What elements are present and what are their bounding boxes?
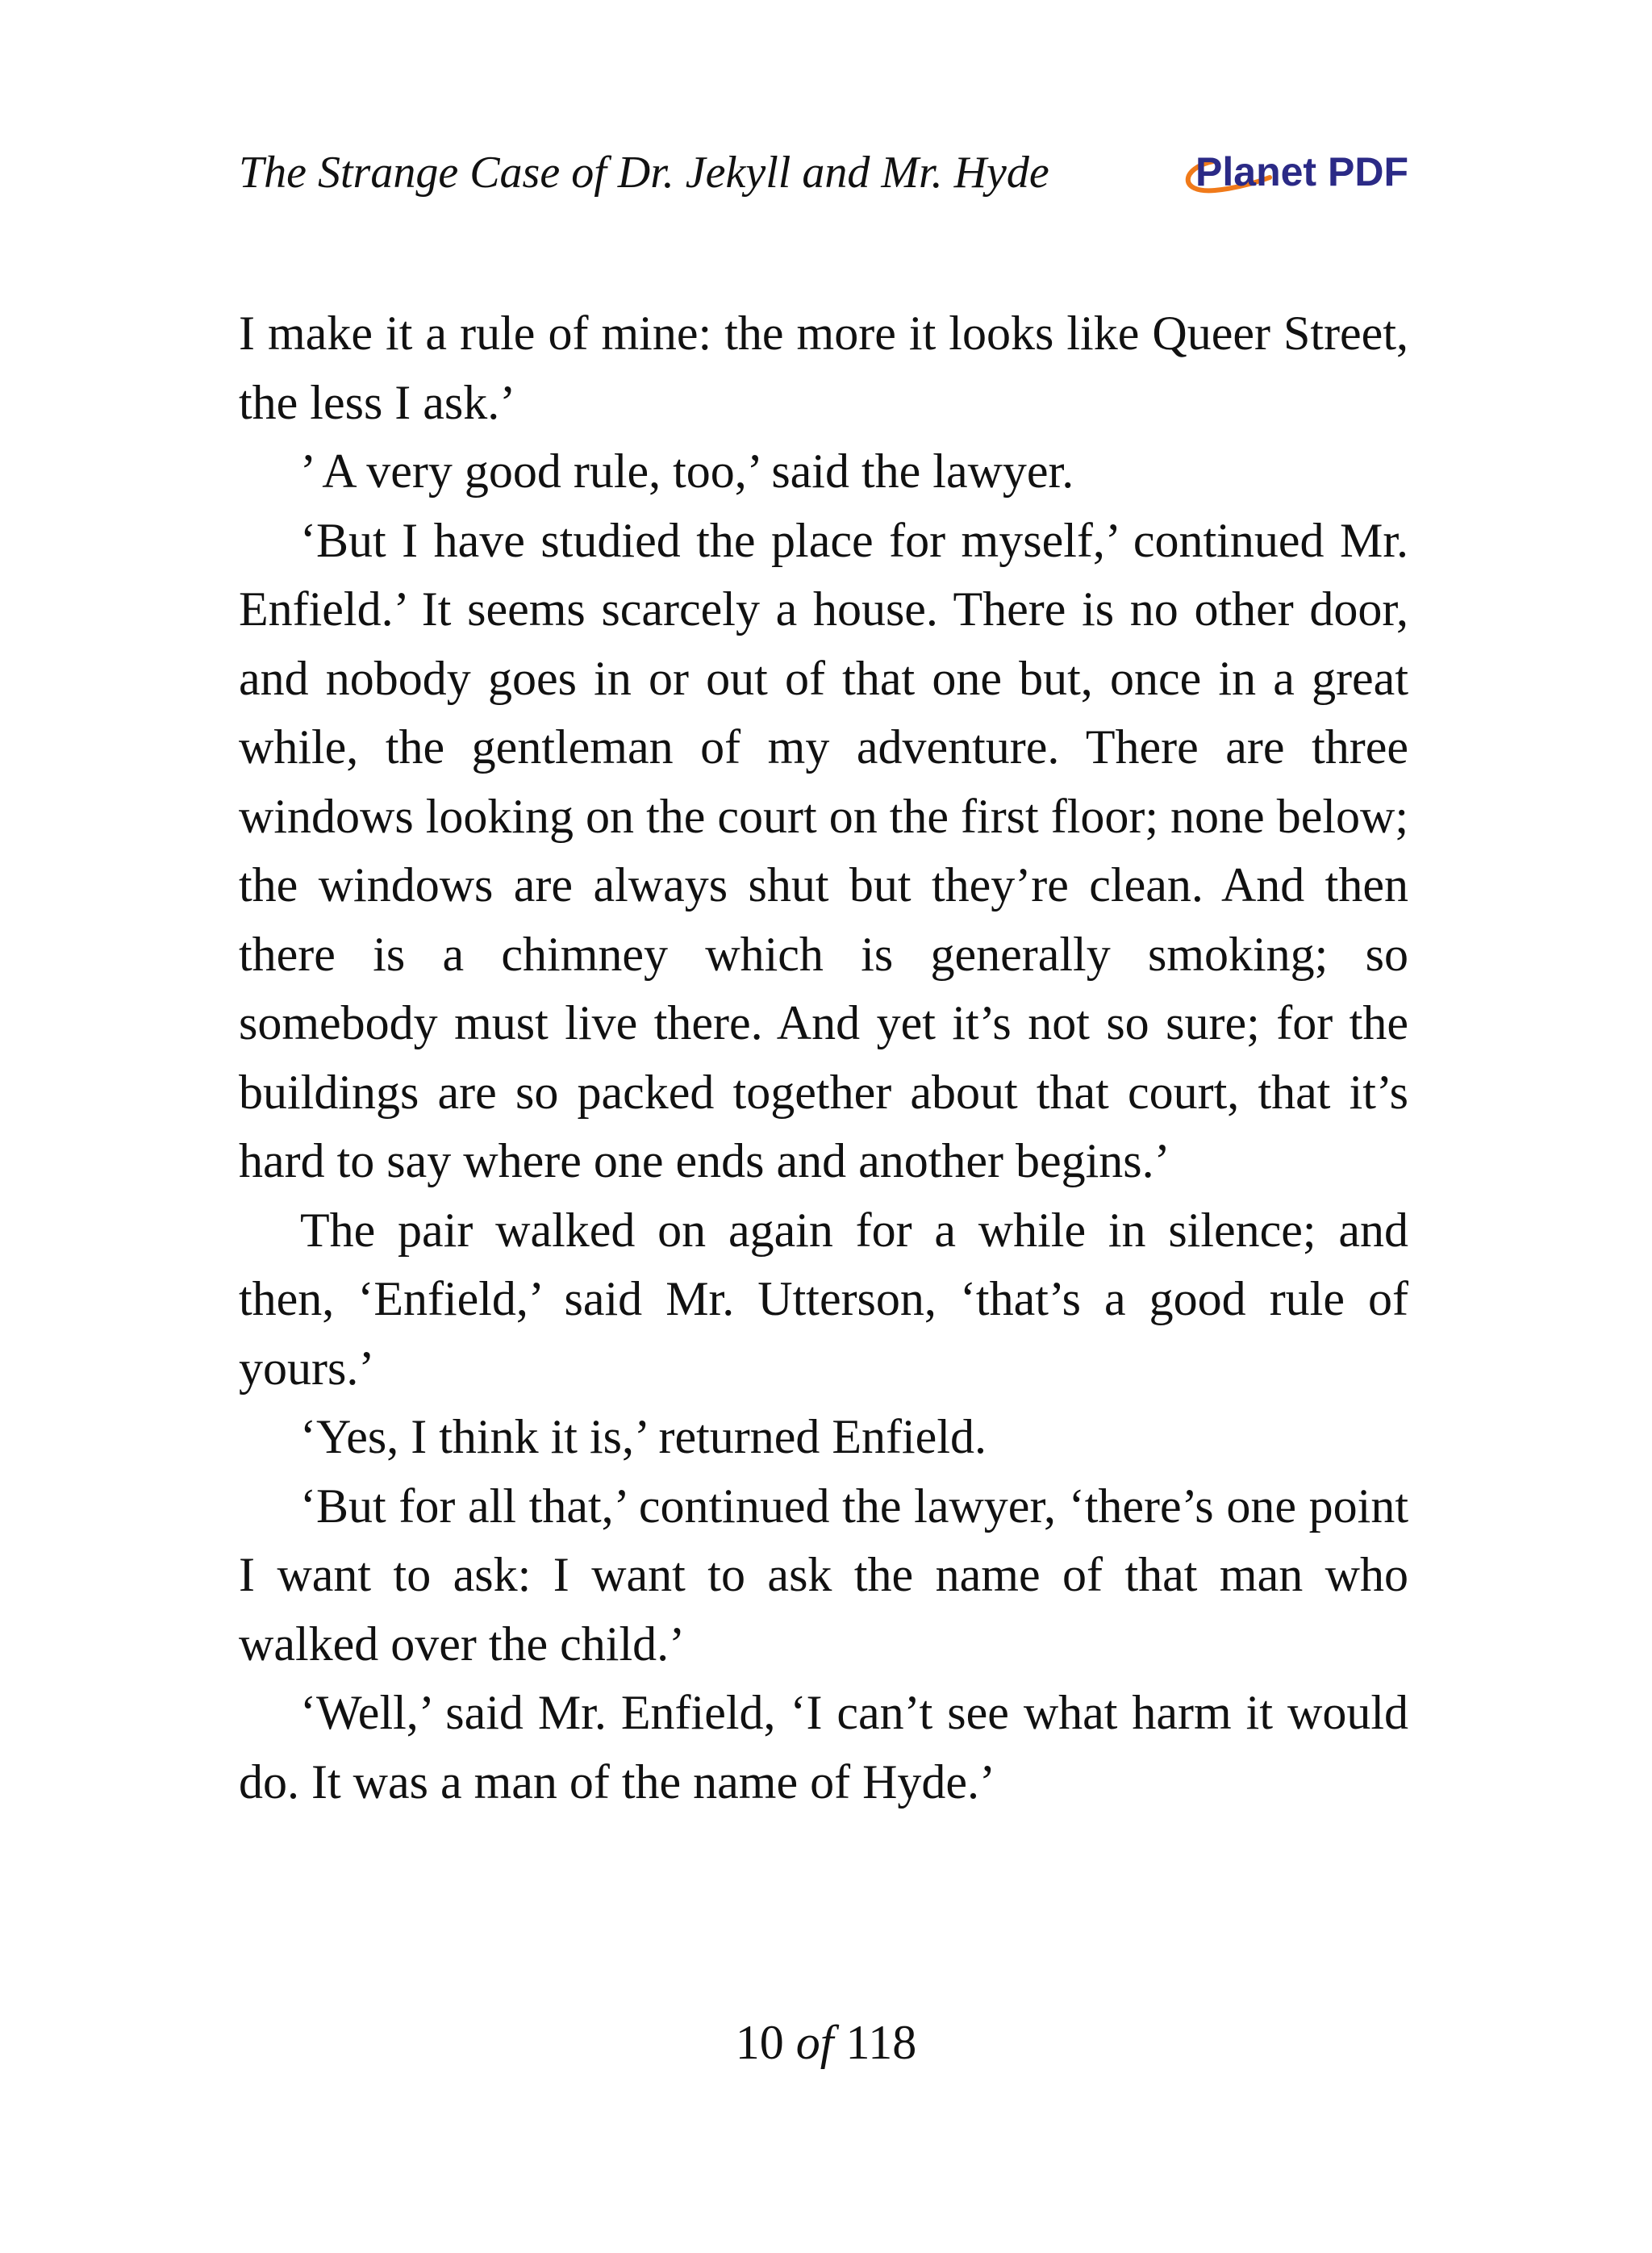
body-text — [239, 299, 1408, 1817]
logo-wordmark — [1195, 149, 1408, 194]
paragraph: ‘But for all that,’ continued the lawyer, ‘there’s one point I want to ask: I want to ask the name of that man who walked over the child.’ — [239, 1479, 1408, 1671]
page-of: of — [795, 2016, 834, 2069]
logo-word-planet: Planet — [1195, 149, 1317, 194]
paragraph: ‘But I have studied the place for myself,’ continued Mr. Enfield.’ It seems scarcely a house. There is no other door, and nobody goes in or out of that one but, once in a great while, the gentleman of my adventure. There are three windows looking on the court on the first floor; none below; the windows are always shut but they’re clean. And then there is a chimney which is generally smoking; so somebody must live there. And yet it’s not so sure; for the buildings are so packed together about that court, that it’s hard to say where one ends and another begins.’ — [239, 513, 1408, 1187]
paragraph: I make it a rule of mine: the more it looks like Queer Street, the less I ask.’ — [239, 307, 1408, 429]
page-number — [0, 2018, 1652, 2067]
running-title: The Strange Case of Dr. Jekyll and Mr. Hyde — [239, 148, 1049, 198]
paragraph: The pair walked on again for a while in silence; and then, ‘Enfield,’ said Mr. Utterson, ‘that’s a good rule of yours.’ — [239, 1203, 1408, 1395]
page-header — [239, 145, 1408, 218]
planet-pdf-logo — [1166, 145, 1408, 210]
page-current: 10 — [735, 2016, 784, 2069]
page-total: 118 — [845, 2016, 917, 2069]
paragraph: ‘Well,’ said Mr. Enfield, ‘I can’t see what harm it would do. It was a man of the name of Hyde.’ — [239, 1686, 1408, 1809]
paragraph: ‘Yes, I think it is,’ returned Enfield. — [300, 1410, 987, 1463]
paragraph: ’ A very good rule, too,’ said the lawyer. — [300, 444, 1074, 498]
logo-word-pdf: PDF — [1328, 149, 1408, 194]
